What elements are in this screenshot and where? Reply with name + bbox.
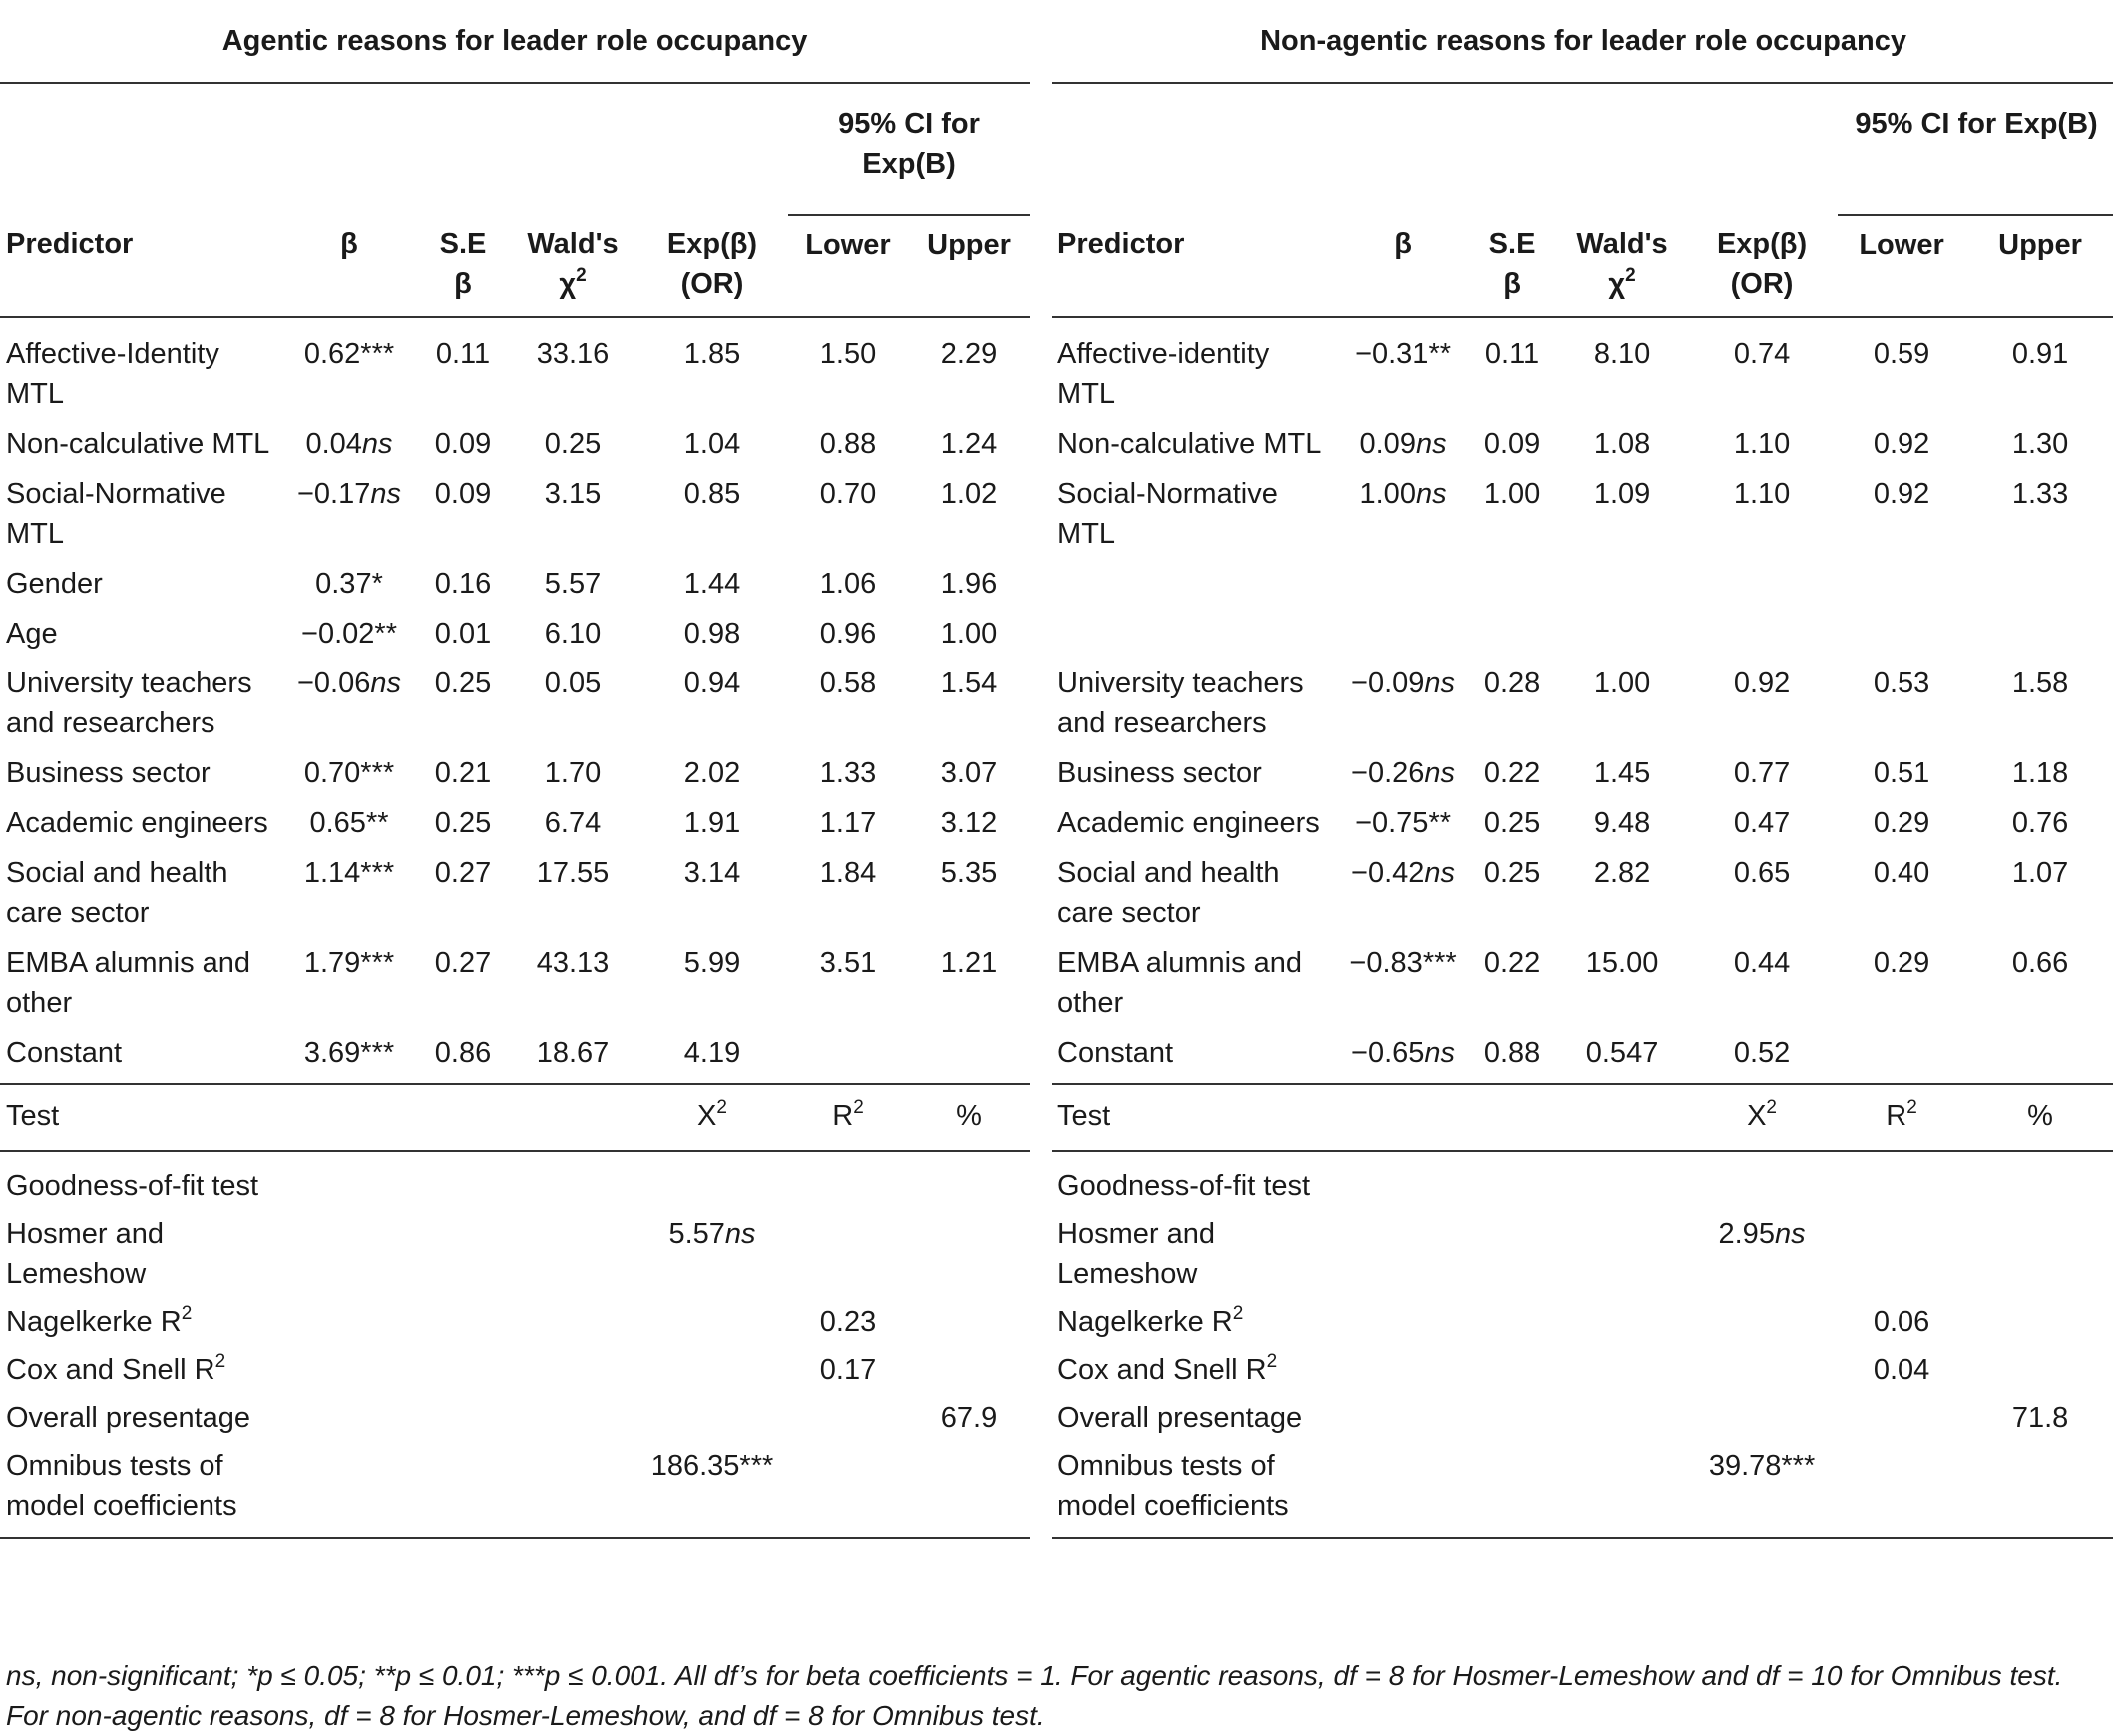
cell-wald: 9.48 [1593, 807, 1651, 839]
cell-lower: 0.53 [1873, 667, 1930, 699]
cell-wald: 0.547 [1558, 1023, 1686, 1084]
predictor-rows [0, 317, 2113, 1084]
panel-gap [1030, 1023, 1052, 1084]
cell-pred: Business sector [6, 757, 211, 789]
cell-lower: 0.29 [1873, 947, 1930, 979]
cell-lower: 1.50 [819, 338, 877, 370]
column-header-row [0, 215, 2113, 317]
nonagentic-panel-title: Non-agentic reasons for leader role occupancy [1052, 0, 2113, 83]
hosmer-value-left: 5.57ns [668, 1218, 756, 1250]
cell-upper [908, 1023, 1030, 1084]
col-exp: Exp(β) (OR) [1686, 215, 1838, 317]
cell-beta: 3.69*** [281, 1023, 417, 1084]
cell-lower: 0.88 [819, 428, 877, 460]
cell-upper: 1.07 [2011, 857, 2069, 889]
panel-title-row [0, 0, 2113, 83]
cell-se: 1.00 [1483, 478, 1541, 510]
r2-header: $R^2$ [788, 1084, 908, 1151]
cell-pred: Gender [6, 568, 103, 600]
cell-pred [1052, 604, 1339, 653]
cell-se: 0.21 [434, 757, 492, 789]
cell-wald: 43.13 [536, 947, 610, 979]
cell-pred: Constant [1052, 1023, 1339, 1084]
cell-upper: 1.33 [2011, 478, 2069, 510]
cell-exp [1686, 554, 1838, 604]
cell-beta: −0.31** [1355, 338, 1452, 370]
cell-beta [1339, 604, 1467, 653]
panel-gap [1030, 414, 1052, 464]
cell-se [1467, 554, 1558, 604]
cox-snell-value-left: 0.17 [819, 1354, 877, 1386]
omnibus-value-right: 39.78*** [1686, 1438, 1838, 1538]
cell-wald: 1.45 [1593, 757, 1651, 789]
cell-exp: 0.85 [683, 478, 741, 510]
cell-exp [1686, 604, 1838, 653]
cell-beta: 0.70*** [303, 757, 395, 789]
cell-upper: 1.30 [2011, 428, 2069, 460]
cell-wald: 1.70 [544, 757, 602, 789]
hosmer-value-right: 2.95ns [1718, 1218, 1806, 1250]
hosmer-label: Hosmer and Lemeshow [1057, 1218, 1216, 1290]
test-label: Test [1052, 1084, 1339, 1151]
col-upper: Upper [1965, 215, 2113, 317]
table-row [0, 317, 2113, 414]
cell-wald: 6.10 [544, 618, 602, 650]
col-exp: Exp(β) (OR) [636, 215, 788, 317]
cox-snell-label: Cox and Snell $R^2$ [1057, 1351, 1278, 1386]
cell-upper: 1.96 [940, 568, 998, 600]
cell-exp: 0.98 [683, 618, 741, 650]
pct-header: % [1965, 1084, 2113, 1151]
cell-upper: 1.58 [2011, 667, 2069, 699]
cell-exp: 1.10 [1733, 428, 1791, 460]
cell-upper [1965, 554, 2113, 604]
cell-se: 0.25 [434, 807, 492, 839]
overall-value-right: 71.8 [2011, 1402, 2069, 1434]
col-upper: Upper [908, 215, 1030, 317]
cell-se: 0.25 [1483, 807, 1541, 839]
cell-exp: 4.19 [636, 1023, 788, 1084]
table-row [0, 793, 2113, 843]
cox-snell-value-right: 0.04 [1873, 1354, 1930, 1386]
cell-upper: 1.54 [940, 667, 998, 699]
cell-pred: Affective-Identity MTL [6, 338, 219, 410]
cell-pred: University teachers and researchers [1057, 667, 1304, 739]
omnibus-row [0, 1438, 2113, 1538]
cell-exp: 0.52 [1686, 1023, 1838, 1084]
cell-lower: 0.51 [1873, 757, 1930, 789]
cell-lower: 3.51 [819, 947, 877, 979]
table-row [0, 604, 2113, 653]
cell-se: 0.09 [434, 478, 492, 510]
cell-exp: 3.14 [683, 857, 741, 889]
cell-exp: 1.10 [1733, 478, 1791, 510]
cell-wald: 17.55 [536, 857, 610, 889]
cell-lower: 1.17 [819, 807, 877, 839]
cell-se: 0.28 [1483, 667, 1541, 699]
col-se: S.E β [1467, 215, 1558, 317]
col-lower: Lower [1838, 215, 1965, 317]
cell-pred: Academic engineers [6, 807, 268, 839]
overall-row [0, 1390, 2113, 1438]
cell-beta: 1.14*** [303, 857, 395, 889]
cell-se: 0.22 [1483, 757, 1541, 789]
cell-beta: −0.17ns [296, 478, 402, 510]
panel-gap [1030, 843, 1052, 933]
col-se: S.E β [417, 215, 509, 317]
cell-lower: 0.92 [1873, 478, 1930, 510]
cell-pred: EMBA alumnis and other [1057, 947, 1303, 1019]
table-row [0, 464, 2113, 554]
ci-header-row [0, 83, 2113, 215]
cell-pred: Social and health care sector [6, 857, 228, 929]
col-beta: β [281, 215, 417, 317]
overall-value-left: 67.9 [940, 1402, 998, 1434]
goodness-row [0, 1151, 2113, 1206]
cell-se: 0.11 [1484, 338, 1540, 370]
cell-se: 0.22 [1483, 947, 1541, 979]
cell-wald: 5.57 [544, 568, 602, 600]
goodness-label: Goodness-of-fit test [1057, 1170, 1311, 1202]
col-predictor: Predictor [0, 215, 281, 317]
table-row [0, 414, 2113, 464]
cell-beta: −0.06ns [296, 667, 402, 699]
cell-lower [1838, 604, 1965, 653]
cell-beta: 0.09ns [1359, 428, 1447, 460]
cell-lower: 0.70 [819, 478, 877, 510]
test-header-row [0, 1084, 2113, 1151]
test-label: Test [0, 1084, 281, 1151]
cell-pred: Age [6, 618, 58, 650]
cell-pred: University teachers and researchers [6, 667, 252, 739]
cell-beta: −0.09ns [1351, 667, 1456, 699]
nagelkerke-value-right: 0.06 [1873, 1306, 1930, 1338]
cell-upper: 1.18 [2011, 757, 2069, 789]
cell-se: 0.88 [1467, 1023, 1558, 1084]
panel-gap [1030, 554, 1052, 604]
col-wald: Wald's $\chi^2$ [1558, 215, 1686, 317]
panel-gap [1030, 793, 1052, 843]
cell-lower: 0.29 [1873, 807, 1930, 839]
table-row [0, 554, 2113, 604]
cell-se: 0.01 [434, 618, 492, 650]
cell-pred: Affective-identity MTL [1057, 338, 1270, 410]
nagelkerke-label: Nagelkerke $R^2$ [1057, 1303, 1244, 1338]
cell-upper: 1.02 [940, 478, 998, 510]
cell-beta [1339, 554, 1467, 604]
cell-exp: 0.94 [683, 667, 741, 699]
cell-upper: 1.24 [940, 428, 998, 460]
ci-header-left: 95% CI for Exp(B) [788, 83, 1030, 215]
cell-exp: 2.02 [683, 757, 741, 789]
cell-wald [1558, 554, 1686, 604]
cell-se: 0.25 [434, 667, 492, 699]
cell-beta: 0.37* [315, 568, 383, 600]
table-footnote: ns, non-significant; *p ≤ 0.05; **p ≤ 0.01; ***p ≤ 0.001. All df’s for beta coefficients = 1. For agentic reasons, df = 8 for Hosmer-Lemeshow and df = 10 for Omnibus test. For non-agentic reasons, df = 8 for Hosmer-Lemeshow, and df = 8 for Omnibus test. [6, 1660, 2063, 1731]
col-beta: β [1339, 215, 1467, 317]
cell-wald: 1.00 [1593, 667, 1651, 699]
cell-upper: 1.21 [940, 947, 998, 979]
panel-gap [1030, 743, 1052, 793]
cell-pred: Social-Normative MTL [6, 478, 226, 550]
cell-upper [1965, 1023, 2113, 1084]
cell-wald: 8.10 [1593, 338, 1651, 370]
cell-pred: Constant [0, 1023, 281, 1084]
omnibus-label: Omnibus tests of model coefficients [1052, 1438, 1339, 1538]
cell-se: 0.09 [1483, 428, 1541, 460]
col-lower: Lower [788, 215, 908, 317]
cell-beta: −0.65ns [1339, 1023, 1467, 1084]
cell-pred: Business sector [1057, 757, 1262, 789]
overall-label: Overall presentage [1057, 1402, 1303, 1434]
table-row [0, 1023, 2113, 1084]
col-predictor: Predictor [1052, 215, 1339, 317]
cell-pred: Social and health care sector [1057, 857, 1280, 929]
cell-pred: Non-calculative MTL [1057, 428, 1322, 460]
cell-beta: −0.42ns [1351, 857, 1456, 889]
cell-beta: 0.62*** [303, 338, 395, 370]
cell-pred: EMBA alumnis and other [6, 947, 251, 1019]
cell-beta: 1.00ns [1359, 478, 1447, 510]
goodness-label: Goodness-of-fit test [6, 1170, 259, 1202]
cell-lower [1838, 554, 1965, 604]
cell-wald: 1.09 [1593, 478, 1651, 510]
cell-wald: 15.00 [1585, 947, 1659, 979]
cell-beta: −0.83*** [1349, 947, 1457, 979]
cell-se: 0.11 [435, 338, 491, 370]
overall-label: Overall presentage [6, 1402, 251, 1434]
cell-exp: 0.44 [1733, 947, 1791, 979]
panel-gap [1030, 464, 1052, 554]
cell-upper [1965, 604, 2113, 653]
cell-wald: 6.74 [544, 807, 602, 839]
cell-beta: −0.75** [1355, 807, 1452, 839]
panel-gap [1030, 317, 1052, 414]
cox-snell-label: Cox and Snell $R^2$ [6, 1351, 226, 1386]
cell-se [1467, 604, 1558, 653]
cell-beta: −0.26ns [1351, 757, 1456, 789]
cell-beta: 0.65** [309, 807, 389, 839]
cell-pred [1052, 554, 1339, 604]
cell-exp: 1.44 [683, 568, 741, 600]
nagelkerke-value-left: 0.23 [819, 1306, 877, 1338]
hosmer-row [0, 1206, 2113, 1294]
cell-beta: 1.79*** [303, 947, 395, 979]
r2-header: $R^2$ [1838, 1084, 1965, 1151]
cell-wald: 18.67 [509, 1023, 636, 1084]
cell-lower: 1.84 [819, 857, 877, 889]
cell-se: 0.86 [417, 1023, 509, 1084]
cell-exp: 1.91 [683, 807, 741, 839]
cell-wald: 0.25 [544, 428, 602, 460]
cell-exp: 0.65 [1733, 857, 1791, 889]
pct-header: % [908, 1084, 1030, 1151]
cell-exp: 1.85 [683, 338, 741, 370]
cell-exp: 1.04 [683, 428, 741, 460]
cell-upper: 2.29 [940, 338, 998, 370]
cell-se: 0.16 [434, 568, 492, 600]
x2-header: $X^2$ [1686, 1084, 1838, 1151]
cell-se: 0.27 [434, 947, 492, 979]
cell-upper: 3.12 [940, 807, 998, 839]
nagelkerke-label: Nagelkerke $R^2$ [6, 1303, 193, 1338]
hosmer-label: Hosmer and Lemeshow [6, 1218, 164, 1290]
cell-lower: 0.40 [1873, 857, 1930, 889]
cell-lower: 0.59 [1873, 338, 1930, 370]
cox-snell-row [0, 1342, 2113, 1390]
col-wald: Wald's $\chi^2$ [509, 215, 636, 317]
cell-exp: 0.47 [1733, 807, 1791, 839]
panel-gap [1030, 604, 1052, 653]
table-row [0, 843, 2113, 933]
cell-lower: 0.96 [819, 618, 877, 650]
cell-lower: 1.33 [819, 757, 877, 789]
cell-wald: 0.05 [544, 667, 602, 699]
cell-upper: 1.00 [940, 618, 998, 650]
panel-gap [1030, 933, 1052, 1023]
cell-upper: 3.07 [940, 757, 998, 789]
cell-upper: 0.76 [2011, 807, 2069, 839]
cell-wald: 33.16 [536, 338, 610, 370]
cell-se: 0.27 [434, 857, 492, 889]
cell-lower: 0.92 [1873, 428, 1930, 460]
cell-wald: 2.82 [1593, 857, 1651, 889]
cell-exp: 0.77 [1733, 757, 1791, 789]
cell-upper: 0.91 [2011, 338, 2069, 370]
cell-lower: 0.58 [819, 667, 877, 699]
cell-pred: Academic engineers [1057, 807, 1320, 839]
omnibus-value-left: 186.35*** [636, 1438, 788, 1538]
panel-gap [1030, 653, 1052, 743]
cell-exp: 5.99 [683, 947, 741, 979]
cell-wald [1558, 604, 1686, 653]
cell-se: 0.09 [434, 428, 492, 460]
cell-se: 0.25 [1483, 857, 1541, 889]
cell-exp: 0.92 [1733, 667, 1791, 699]
table-row [0, 743, 2113, 793]
omnibus-label: Omnibus tests of model coefficients [0, 1438, 281, 1538]
cell-lower: 1.06 [819, 568, 877, 600]
cell-exp: 0.74 [1733, 338, 1791, 370]
ci-header-right: 95% CI for Exp(B) [1838, 83, 2113, 215]
cell-upper: 5.35 [940, 857, 998, 889]
cell-wald: 3.15 [544, 478, 602, 510]
cell-beta: 0.04ns [305, 428, 393, 460]
nagelkerke-row [0, 1294, 2113, 1342]
cell-lower [1838, 1023, 1965, 1084]
agentic-panel-title: Agentic reasons for leader role occupancy [0, 0, 1030, 83]
cell-upper: 0.66 [2011, 947, 2069, 979]
cell-pred: Non-calculative MTL [6, 428, 270, 460]
cell-pred: Social-Normative MTL [1057, 478, 1278, 550]
table-row [0, 933, 2113, 1023]
cell-beta: −0.02** [301, 618, 397, 650]
table-row [0, 653, 2113, 743]
x2-header: $X^2$ [636, 1084, 788, 1151]
cell-wald: 1.08 [1593, 428, 1651, 460]
cell-lower [788, 1023, 908, 1084]
